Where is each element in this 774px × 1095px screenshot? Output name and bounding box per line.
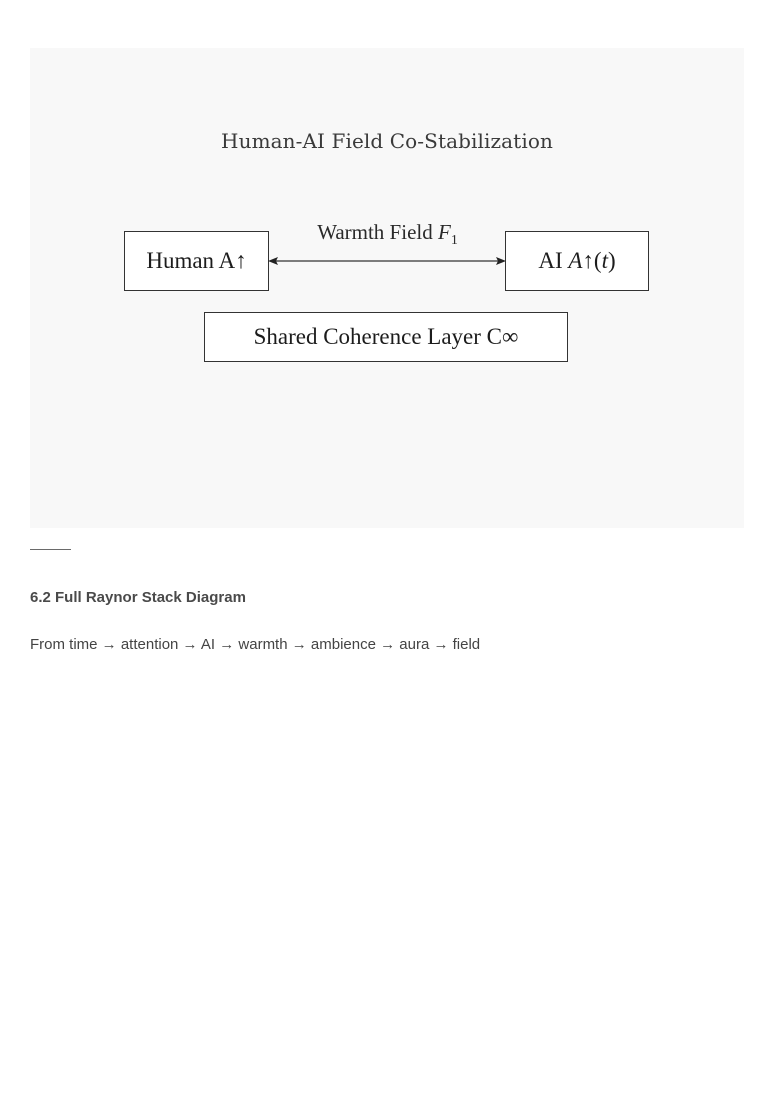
figure-title: Human-AI Field Co-Stabilization bbox=[221, 129, 553, 153]
ai-box-symbol: A↑ bbox=[568, 248, 594, 273]
flow-text: From time → attention → AI → warmth → ambience → aura → field bbox=[30, 636, 481, 653]
human-box-symbol: A↑ bbox=[218, 248, 247, 273]
ai-box-arg: t bbox=[601, 248, 608, 273]
section-heading: 6.2 Full Raynor Stack Diagram bbox=[30, 589, 246, 606]
shared-coherence-box bbox=[204, 312, 568, 362]
ai-box-prefix: AI bbox=[538, 248, 563, 273]
shared-box-symbol: C∞ bbox=[486, 324, 519, 349]
human-box-label: Human bbox=[146, 248, 215, 273]
warmth-field-label bbox=[270, 220, 505, 249]
warmth-field-var: F bbox=[437, 220, 451, 244]
ai-box-paren-open: ( bbox=[593, 248, 602, 273]
warmth-field-sub: 1 bbox=[450, 233, 458, 249]
warmth-field-text: Warmth Field bbox=[317, 220, 433, 244]
ai-box-paren-close: ) bbox=[607, 248, 616, 273]
ai-box bbox=[505, 231, 649, 291]
shared-box-label: Shared Coherence Layer bbox=[253, 324, 481, 349]
bidirectional-arrow-icon bbox=[266, 252, 508, 270]
section-divider bbox=[30, 549, 71, 550]
human-box bbox=[124, 231, 269, 291]
